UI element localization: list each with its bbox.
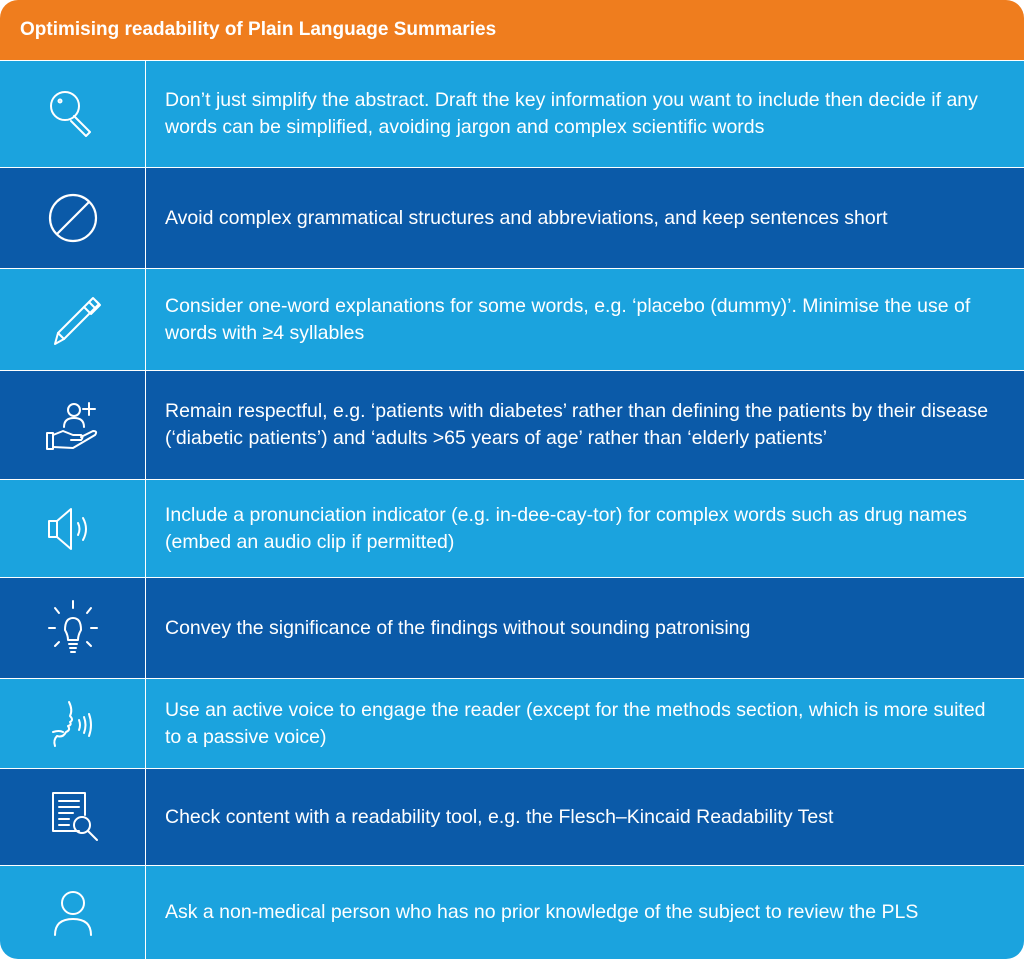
care-hand-icon <box>0 371 146 479</box>
row-text: Remain respectful, e.g. ‘patients with diabetes’ rather than defining the patients by their disease (‘diabetic patients’) and ‘adults >65 years of age’ rather than ‘elderly patients’ <box>165 400 989 449</box>
table-row <box>0 578 1024 678</box>
table-row <box>0 480 1024 577</box>
table-row <box>0 168 1024 268</box>
speaker-icon <box>0 480 146 577</box>
table-row <box>0 61 1024 167</box>
table-row <box>0 866 1024 959</box>
speaking-face-icon <box>0 679 146 768</box>
table-title: Optimising readability of Plain Language Summaries <box>0 0 1024 60</box>
row-text: Avoid complex grammatical structures and abbreviations, and keep sentences short <box>165 206 888 229</box>
prohibited-icon <box>0 168 146 268</box>
pencil-icon <box>0 269 146 370</box>
person-icon <box>0 866 146 959</box>
row-text: Convey the significance of the findings without sounding patronising <box>165 616 751 639</box>
table-row <box>0 769 1024 865</box>
table-row <box>0 371 1024 479</box>
lightbulb-icon <box>0 578 146 678</box>
row-text: Ask a non-medical person who has no prior knowledge of the subject to review the PLS <box>165 901 919 923</box>
row-text: Use an active voice to engage the reader (except for the methods section, which is more suited to a passive voice) <box>165 698 986 748</box>
row-text: Consider one-word explanations for some words, e.g. ‘placebo (dummy)’. Minimise the use of words with ≥4 syllables <box>165 294 971 344</box>
key-icon <box>0 61 146 167</box>
row-text: Include a pronunciation indicator (e.g. in-dee-cay-tor) for complex words such as drug names (embed an audio clip if permitted) <box>165 503 968 553</box>
table-row <box>0 679 1024 768</box>
document-search-icon <box>0 769 146 865</box>
row-text: Check content with a readability tool, e.g. the Flesch–Kincaid Readability Test <box>165 805 834 828</box>
table-row <box>0 269 1024 370</box>
row-text: Don’t just simplify the abstract. Draft the key information you want to include then decide if any words can be simplified, avoiding jargon and complex scientific words <box>165 89 978 138</box>
